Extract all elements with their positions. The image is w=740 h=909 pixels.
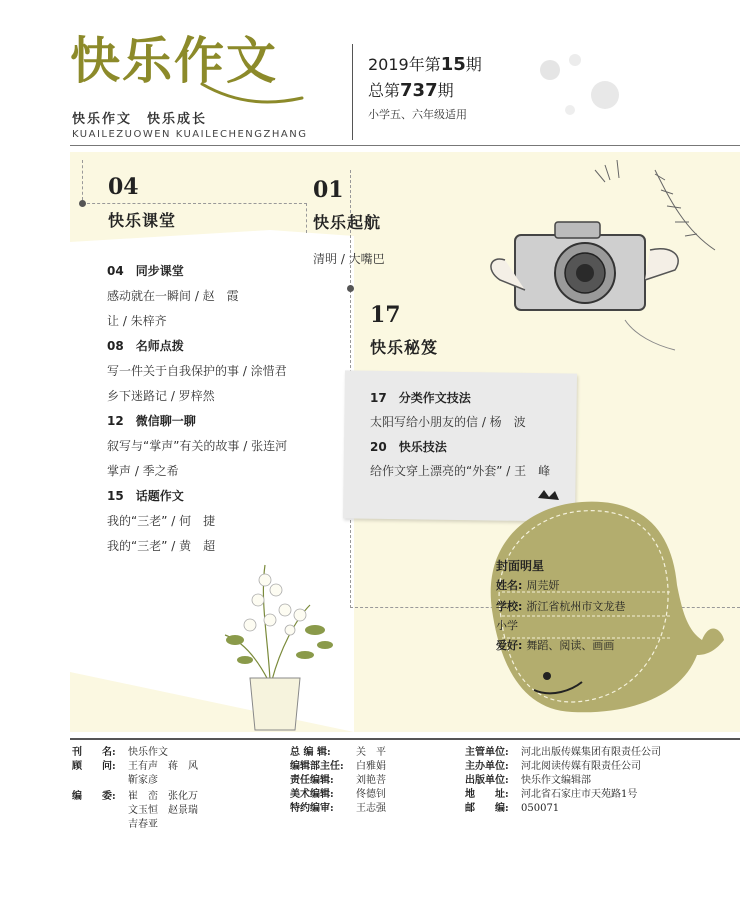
bullet-dot xyxy=(79,200,86,207)
article-link[interactable]: 太阳写给小朋友的信 / 杨 波 xyxy=(370,415,526,429)
section-number: 01 xyxy=(313,177,344,203)
cover-star-title: 封面明星 xyxy=(496,559,545,573)
subsection-heading: 17 分类作文技法 xyxy=(370,391,471,405)
camera-illustration xyxy=(485,160,725,360)
subsection-heading: 08 名师点拨 xyxy=(107,339,184,353)
article-link[interactable]: 让 / 朱梓齐 xyxy=(107,314,167,328)
article-link[interactable]: 给作文穿上漂亮的“外套” / 王 峰 xyxy=(370,464,551,478)
logo-swoosh xyxy=(200,78,305,108)
slogan: 快乐作文 快乐成长 xyxy=(72,112,208,127)
section-title: 快乐秘笈 xyxy=(370,338,439,357)
watercolor-splash xyxy=(520,40,640,140)
footer-row: 顾 问: 王有声 蒋 风 xyxy=(72,761,198,772)
footer-row: 主办单位: 河北阅读传媒有限责任公司 xyxy=(465,761,641,772)
slogan-pinyin: KUAILEZUOWEN KUAILECHENGZHANG xyxy=(72,129,308,140)
guide-line xyxy=(82,203,307,204)
magazine-logo: 快乐作文 xyxy=(70,31,278,90)
footer-row: 总 编 辑: 关 平 xyxy=(290,747,386,758)
footer-row: 吉春亚 xyxy=(128,819,158,830)
footer-row: 出版单位: 快乐作文编辑部 xyxy=(465,775,591,786)
footer-row: 主管单位: 河北出版传媒集团有限责任公司 xyxy=(465,747,661,758)
footer-row: 特约编审: 王志强 xyxy=(290,803,386,814)
bullet-dot xyxy=(347,285,354,292)
footer-row: 地 址: 河北省石家庄市天苑路1号 xyxy=(465,789,638,800)
article-link[interactable]: 清明 / 大嘴巴 xyxy=(313,252,385,266)
footer-row: 美术编辑: 佟德钊 xyxy=(290,789,386,800)
section-title: 快乐课堂 xyxy=(108,211,177,230)
cover-star-school-cont: 小学 xyxy=(496,619,518,632)
footer-col-3 xyxy=(465,746,735,816)
article-link[interactable]: 乡下迷路记 / 罗梓然 xyxy=(107,389,215,403)
footer-row: 邮 编: 050071 xyxy=(465,803,560,814)
article-link[interactable]: 掌声 / 季之希 xyxy=(107,464,179,478)
footer-row: 文玉恒 赵景瑞 xyxy=(128,805,198,816)
subsection-heading: 12 微信聊一聊 xyxy=(107,414,196,428)
footer-row: 责任编辑: 刘艳菩 xyxy=(290,775,386,786)
article-link[interactable]: 我的“三老” / 何 捷 xyxy=(107,514,216,528)
cover-star-hobby: 爱好: 舞蹈、阅读、画画 xyxy=(496,639,615,652)
subsection-heading: 04 同步课堂 xyxy=(107,264,184,278)
article-link[interactable]: 我的“三老” / 黄 超 xyxy=(107,539,216,553)
header-divider xyxy=(352,44,353,140)
article-link[interactable]: 感动就在一瞬间 / 赵 霞 xyxy=(107,289,239,303)
guide-line xyxy=(306,203,307,233)
footer-row: 刊 名: 快乐作文 xyxy=(72,747,168,758)
section-number: 17 xyxy=(370,302,401,328)
article-link[interactable]: 叙写与“掌声”有关的故事 / 张连河 xyxy=(107,439,288,453)
footer-row: 编 委: 崔 峦 张化万 xyxy=(72,791,198,802)
footer-row: 靳家彦 xyxy=(128,775,158,786)
header-rule xyxy=(70,145,740,146)
footer-col-1 xyxy=(72,746,272,832)
section-title: 快乐起航 xyxy=(313,213,382,232)
flower-vase-illustration xyxy=(210,560,345,735)
guide-line xyxy=(82,160,83,200)
footer-col-2 xyxy=(290,746,460,816)
article-link[interactable]: 写一件关于自我保护的事 / 涂惜君 xyxy=(107,364,287,378)
cover-star-name: 姓名: 周芫妍 xyxy=(496,579,560,592)
issue-number: 2019年第15期 xyxy=(368,54,482,75)
footer-row: 编辑部主任: 白雅娟 xyxy=(290,761,386,772)
grade-level: 小学五、六年级适用 xyxy=(368,108,467,121)
section-number: 04 xyxy=(108,174,139,200)
total-issue-number: 总第737期 xyxy=(368,80,454,101)
footer-rule xyxy=(70,738,740,740)
subsection-heading: 15 话题作文 xyxy=(107,489,184,503)
subsection-heading: 20 快乐技法 xyxy=(370,440,447,454)
cover-star-school: 学校: 浙江省杭州市文龙巷 xyxy=(496,600,626,613)
